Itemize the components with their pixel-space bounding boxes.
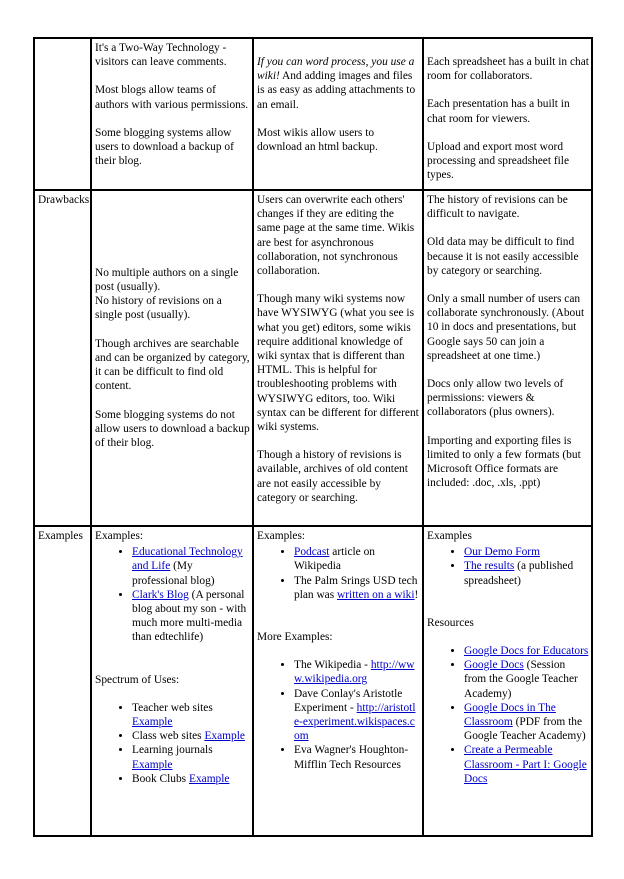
list-item <box>294 574 420 602</box>
text-paragraph: Some blogging systems allow users to download a backup of their blog. <box>95 126 234 168</box>
list-item <box>132 701 250 729</box>
demo-form-link[interactable]: Our Demo Form <box>464 546 540 559</box>
text-paragraph: Most blogs allow teams of authors with various permissions. <box>95 84 249 111</box>
text-paragraph: Though many wiki systems now have WYSIWYG (what you see is what you get) editors, some wikis require additional knowledge of wiki syntax that is different than HTML. This is helpful for troubleshooting problems with WYSIWYG editors, too. Wiki syntax can be different for different wiki systems. <box>257 293 419 434</box>
more-examples-list <box>257 658 420 772</box>
row-label-top <box>34 38 91 190</box>
text-paragraph: Most wikis allow users to download an html backup. <box>257 126 378 154</box>
google-docs-link[interactable]: Google Docs <box>464 659 524 672</box>
cell-blogs-examples <box>91 526 253 836</box>
text-paragraph: The history of revisions can be difficult to navigate. <box>427 194 568 221</box>
text-span: Book Clubs <box>132 772 187 785</box>
list-item <box>294 658 420 686</box>
class-sites-example-link[interactable]: Example <box>204 730 245 743</box>
examples-heading: Examples: <box>95 530 144 542</box>
wikipedia-link[interactable]: http://www.wikipedia.org <box>294 659 415 686</box>
list-item <box>464 743 589 786</box>
table-row-drawbacks <box>34 190 592 526</box>
text-paragraph: Docs only allow two levels of permissions: viewers & collaborators (plus owners). <box>427 378 564 419</box>
examples-heading: Examples: <box>257 530 306 542</box>
text-paragraph: Some blogging systems do not allow users to download a backup of their blog. <box>95 408 250 449</box>
text-paragraph <box>257 55 420 112</box>
text-paragraph: Users can overwrite each others' changes if they are editing the same page at the same time. Wikis are best for asynchronous collaboration, not synchronous collaboration. <box>257 194 415 278</box>
google-docs-educators-link[interactable]: Google Docs for Educators <box>464 645 589 658</box>
text-paragraph: Only a small number of users can collaborate synchronously. (About 10 in docs and presentations, but Google says 50 can join a spreadsheet at one time.) <box>427 293 585 362</box>
learning-journals-example-link[interactable]: Example <box>132 758 173 771</box>
text-span: The Palm Srings USD tech plan was <box>294 574 418 601</box>
cell-wikis-examples <box>253 526 423 836</box>
list-item <box>464 545 589 559</box>
text-paragraph: Each presentation has a built in chat room for viewers. <box>427 98 570 125</box>
text-span: (a published spreadsheet) <box>464 560 574 587</box>
cell-wikis-drawbacks <box>253 190 423 526</box>
docs-examples-list <box>427 545 589 588</box>
blog-examples-list <box>95 545 250 644</box>
book-clubs-example-link[interactable]: Example <box>188 772 230 785</box>
text-paragraph: Importing and exporting files is limited to only a few formats (but Microsoft Office formats are included: .doc, .xls, .ppt) <box>427 434 581 490</box>
italic-text: If you can word process, you use a wiki! <box>257 56 415 83</box>
text-paragraph: It's a Two-Way Technology - visitors can leave comments. <box>95 42 227 69</box>
text-paragraph: Though a history of revisions is available, archives of old content are not easily accessible by category or searching. <box>257 449 408 504</box>
text-span: The Wikipedia - <box>294 659 371 672</box>
text-paragraph: Old data may be difficult to find because it is not easily accessible by category or searching. <box>427 236 579 277</box>
text-span: (Session from the Google Teacher Academy) <box>464 659 578 700</box>
text-span: (My professional blog) <box>132 560 215 587</box>
cell-blogs-advantages <box>91 38 253 190</box>
text-span: Teacher web sites <box>132 701 213 714</box>
table-row-examples <box>34 526 592 836</box>
podcast-link[interactable]: Podcast <box>294 546 330 559</box>
list-item <box>132 772 250 786</box>
comparison-table <box>33 37 593 837</box>
text-span: Learning journals <box>132 744 213 757</box>
cell-docs-advantages <box>423 38 592 190</box>
list-item <box>464 559 589 587</box>
more-examples-heading: More Examples: <box>257 631 333 644</box>
list-item <box>464 658 589 701</box>
text-span: (A personal blog about my son - with much more multi-media than edtechlife) <box>132 588 247 644</box>
google-docs-classroom-link[interactable]: Google Docs in The Classroom <box>464 701 556 729</box>
aristotle-experiment-link[interactable]: http://aristotle-experiment.wikispaces.com <box>294 701 416 743</box>
row-label-examples: Examples <box>34 526 91 836</box>
text-span: Class web sites <box>132 730 202 743</box>
resources-list <box>427 644 589 786</box>
list-item <box>464 701 589 744</box>
list-item <box>132 545 250 588</box>
text-span: article on Wikipedia <box>294 546 375 573</box>
teacher-sites-example-link[interactable]: Example <box>132 716 173 729</box>
wiki-examples-list <box>257 545 420 602</box>
clarks-blog-link[interactable]: Clark's Blog <box>132 588 189 601</box>
text-span: And adding images and files is as easy as adding attachments to an email. <box>257 70 416 111</box>
text-span: ! <box>414 588 419 601</box>
written-on-wiki-link[interactable]: written on a wiki <box>337 588 415 601</box>
permeable-classroom-link[interactable]: Create a Permeable Classroom - Part I: Google Docs <box>464 744 587 785</box>
uses-heading: Spectrum of Uses: <box>95 673 180 686</box>
list-item <box>132 729 250 743</box>
resources-heading: Resources <box>427 616 474 629</box>
examples-heading: Examples <box>427 530 472 542</box>
text-paragraph: Though archives are searchable and can be organized by category, it can be difficult to find old content. <box>95 337 250 393</box>
text-paragraph: Each spreadsheet has a built in chat room for collaborators. <box>427 56 589 83</box>
list-item <box>464 644 589 658</box>
list-item <box>294 687 420 744</box>
text-paragraph: No multiple authors on a single post (usually). <box>95 266 239 294</box>
list-item <box>294 545 420 573</box>
educational-technology-link[interactable]: Educational Technology and Life <box>132 546 243 573</box>
list-item <box>132 588 250 645</box>
text-span: Dave Conlay's Aristotle Experiment - <box>294 687 403 714</box>
cell-docs-drawbacks <box>423 190 592 526</box>
uses-list <box>95 701 250 786</box>
list-item: • Eva Wagner's Houghton-Mifflin Tech Resources <box>294 743 420 771</box>
text-paragraph: No history of revisions on a single post (usually). <box>95 295 222 322</box>
cell-wikis-advantages <box>253 38 423 190</box>
cell-blogs-drawbacks <box>91 190 253 526</box>
row-label-drawbacks: Drawbacks <box>34 190 91 526</box>
results-link[interactable]: The results <box>464 560 515 573</box>
list-item <box>132 743 250 771</box>
cell-docs-examples <box>423 526 592 836</box>
table-row-advantages <box>34 38 592 190</box>
text-span: (PDF from the Google Teacher Academy) <box>464 716 586 743</box>
text-paragraph: Upload and export most word processing and spreadsheet file types. <box>427 140 570 182</box>
